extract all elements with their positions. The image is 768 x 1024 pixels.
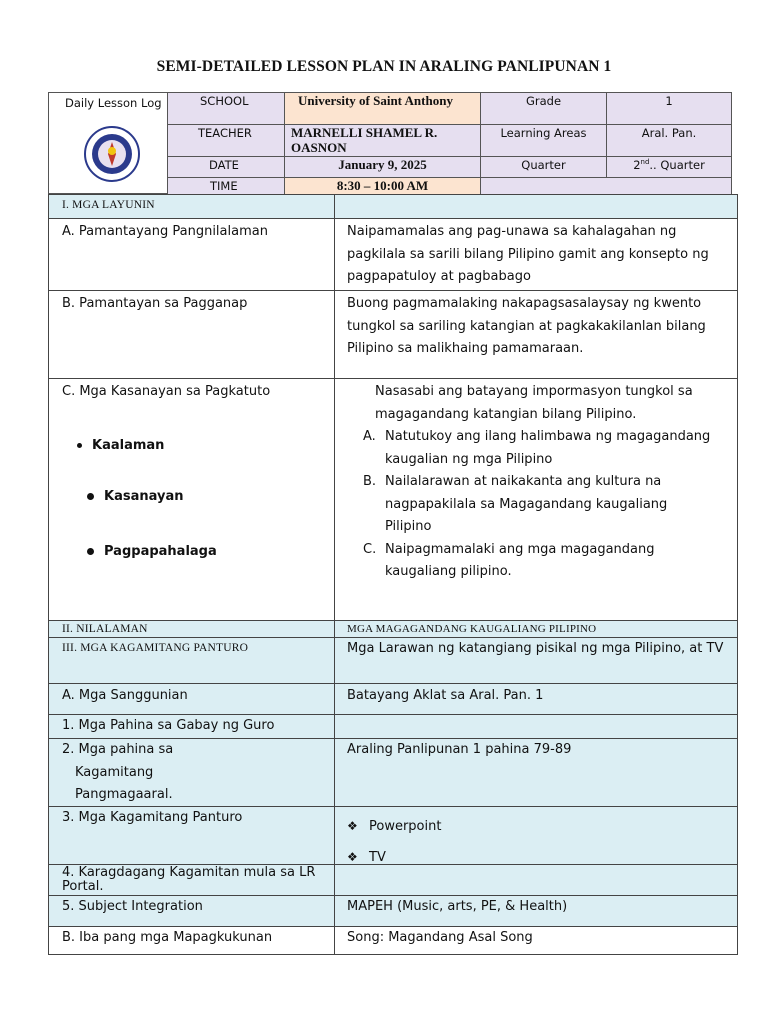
integration-value: MAPEH (Music, arts, PE, & Health)	[334, 895, 738, 927]
kasanayan-item-letter: A.	[363, 429, 376, 444]
row-pahina-mag	[48, 738, 738, 807]
kasanayan-item-text: Nailalarawan at naikakanta ang kultura na nagpapakilala sa Magagandang kaugaliang Pilipino	[385, 474, 668, 534]
date-label-cell: DATE	[167, 156, 285, 178]
panturo-label: 3. Mga Kagamitang Panturo	[48, 806, 335, 865]
kaalaman-item: Kaalaman	[77, 435, 164, 458]
daily-lesson-log-label: Daily Lesson Log	[65, 96, 162, 110]
row-kasanayan	[48, 378, 738, 621]
kasanayan-item-text: Naipagmamalaki ang mga magagandang kaugaliang pilipino.	[385, 541, 655, 579]
row-pahina-guro	[48, 714, 738, 739]
layunin-value	[334, 194, 738, 219]
time-value-cell	[284, 177, 481, 195]
learning-areas-label-cell: Learning Areas	[480, 124, 607, 157]
time-value: 8:30 – 10:00 AM	[336, 178, 429, 193]
date-value-cell	[284, 156, 481, 178]
learning-areas-value: Aral. Pan.	[641, 126, 697, 140]
row-layunin	[48, 194, 738, 219]
bullet-icon	[87, 493, 94, 500]
quarter-label-cell: Quarter	[480, 156, 607, 178]
kasanayan-label-cell	[48, 378, 335, 621]
row-integration	[48, 895, 738, 927]
page-title: SEMI-DETAILED LESSON PLAN IN ARALING PANLIPUNAN 1	[156, 58, 612, 75]
kasanayan-item: Kasanayan	[87, 486, 184, 509]
pamantayang-value: Naipamamalas ang pag-unawa sa kahalagahan ng pagkilala sa sarili bilang Pilipino gamit ang konsepto ng pagpapatuloy at pagbabago	[334, 218, 738, 291]
kagamitan-value: Mga Larawan ng katangiang pisikal ng mga Pilipino, at TV	[334, 637, 738, 684]
kasanayan-label: C. Mga Kasanayan sa Pagkatuto	[62, 384, 271, 399]
pahina-mag-value: Araling Panlipunan 1 pahina 79-89	[334, 738, 738, 807]
sanggunian-label: A. Mga Sanggunian	[48, 683, 335, 715]
karagdagan-label: 4. Karagdagang Kagamitan mula sa LR Portal.	[48, 864, 335, 896]
kasanayan-item-letter: C.	[363, 541, 377, 557]
kasanayan-list-item	[335, 539, 729, 584]
row-nilalaman	[48, 620, 738, 638]
sanggunian-value: Batayang Aklat sa Aral. Pan. 1	[334, 683, 738, 715]
grade-value: 1	[665, 94, 673, 108]
school-label-cell: SCHOOL	[167, 92, 285, 125]
pahina-guro-value	[334, 714, 738, 739]
pagpapahalaga-item: Pagpapahalaga	[87, 541, 217, 564]
row-iba	[48, 926, 738, 955]
teacher-label-cell: TEACHER	[167, 124, 285, 157]
iba-label: B. Iba pang mga Mapagkukunan	[48, 926, 335, 955]
teacher-value-cell	[284, 124, 481, 157]
row-kagamitan	[48, 637, 738, 684]
row-karagdagan	[48, 864, 738, 896]
quarter-value-cell	[606, 156, 732, 178]
kasanayan-list-item	[335, 426, 729, 471]
quarter-value: 2nd.. Quarter	[633, 158, 705, 172]
diamond-bullet-icon: ❖	[347, 819, 358, 833]
nilalaman-value: MGA MAGAGANDANG KAUGALIANG PILIPINO	[334, 620, 738, 638]
row-pamantayang-pangnilalaman	[48, 218, 738, 291]
row-panturo	[48, 806, 738, 865]
time-empty-cell	[480, 177, 732, 195]
kasanayan-list	[335, 426, 729, 584]
pahina-mag-label: 2. Mga pahina sa Kagamitang Pangmagaaral.	[48, 738, 335, 807]
grade-value-cell	[606, 92, 732, 125]
kasanayan-list-item	[335, 471, 729, 539]
diamond-bullet-icon: ❖	[347, 850, 358, 864]
integration-label: 5. Subject Integration	[48, 895, 335, 927]
iba-value: Song: Magandang Asal Song	[334, 926, 738, 955]
layunin-label: I. MGA LAYUNIN	[48, 194, 335, 219]
panturo-value	[334, 806, 738, 865]
learning-areas-value-cell	[606, 124, 732, 157]
kagamitan-label: III. MGA KAGAMITANG PANTURO	[48, 637, 335, 684]
panturo-list-item: ❖ TV	[347, 842, 729, 865]
pamantayang-label: A. Pamantayang Pangnilalaman	[48, 218, 335, 291]
panturo-list-item: ❖ Powerpoint	[347, 811, 729, 842]
school-value: University of Saint Anthony	[298, 93, 453, 108]
nilalaman-label: II. NILALAMAN	[48, 620, 335, 638]
bullet-icon	[77, 443, 82, 448]
row-sanggunian	[48, 683, 738, 715]
bullet-icon	[87, 548, 94, 555]
teacher-value: MARNELLI SHAMEL R. OASNON	[291, 125, 438, 155]
grade-label-cell: Grade	[480, 92, 607, 125]
kasanayan-value-cell	[334, 378, 738, 621]
kasanayan-item-letter: B.	[363, 474, 377, 489]
date-value: January 9, 2025	[338, 157, 427, 172]
pagganap-value: Buong pagmamalaking nakapagsasalaysay ng kwento tungkol sa sariling katangian at pagkakakilanlan bilang Pilipino sa malikhaing pamamaraan.	[334, 290, 738, 379]
kasanayan-item-text: Natutukoy ang ilang halimbawa ng magagandang kaugalian ng mga Pilipino	[385, 429, 711, 467]
row-pamantayan-pagganap	[48, 290, 738, 379]
pagganap-label: B. Pamantayan sa Pagganap	[48, 290, 335, 379]
deped-logo	[80, 124, 144, 184]
kasanayan-intro: Nasasabi ang batayang impormasyon tungkol sa magagandang katangian bilang Pilipino.	[375, 384, 693, 422]
time-label-cell: TIME	[167, 177, 285, 195]
pahina-guro-label: 1. Mga Pahina sa Gabay ng Guro	[48, 714, 335, 739]
school-value-cell	[284, 92, 481, 125]
karagdagan-value	[334, 864, 738, 896]
panturo-list	[347, 811, 729, 865]
